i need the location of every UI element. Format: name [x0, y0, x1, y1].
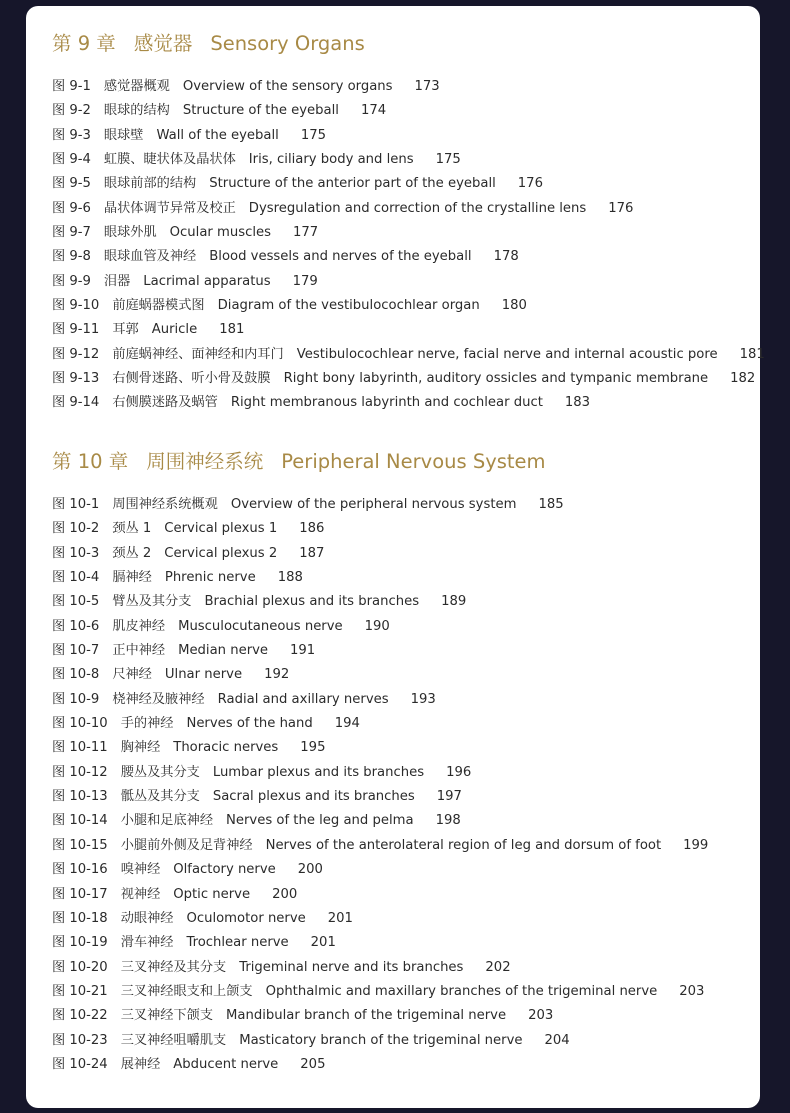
figure-entry[interactable] [52, 858, 708, 882]
figure-title-en: Blood vessels and nerves of the eyeball [209, 249, 472, 265]
figure-entry[interactable] [52, 834, 708, 858]
figure-title-zh: 嗅神经 [120, 862, 161, 878]
figure-title-zh: 尺神经 [112, 667, 152, 683]
figure-entry[interactable] [52, 270, 765, 294]
figure-entry[interactable] [52, 245, 765, 269]
figure-number: 图 10-15 [52, 837, 108, 853]
page-number: 203 [679, 983, 705, 999]
page-number: 183 [564, 395, 591, 411]
page-number: 197 [436, 789, 462, 805]
page-number: 181 [739, 346, 765, 362]
figure-title-zh: 正中神经 [112, 643, 166, 659]
figure-number: 图 10-10 [52, 716, 108, 732]
figure-number: 图 9-11 [52, 322, 100, 338]
figure-number: 图 9-1 [52, 79, 91, 94]
figure-entry[interactable] [52, 294, 765, 318]
figure-title-en: Oculomotor nerve [186, 910, 306, 926]
figure-number: 图 9-7 [52, 225, 91, 241]
figure-entry[interactable] [52, 197, 765, 221]
figure-number: 图 10-1 [52, 497, 100, 512]
figure-title-zh: 感觉器概观 [103, 79, 170, 94]
page-number: 174 [360, 103, 387, 119]
figure-entry[interactable] [52, 712, 708, 736]
figure-title-zh: 耳郭 [112, 322, 139, 338]
figure-title-en: Nerves of the leg and pelma [226, 813, 414, 829]
figure-entry[interactable] [52, 761, 708, 785]
figure-title-zh: 虹膜、睫状体及晶状体 [103, 152, 236, 168]
figure-entry[interactable] [52, 542, 708, 566]
figure-number: 图 9-13 [52, 371, 100, 387]
page-number: 201 [310, 935, 336, 951]
figure-title-zh: 小腿前外侧及足背神经 [120, 837, 253, 853]
page-number: 192 [264, 667, 290, 683]
figure-title-en: Ulnar nerve [164, 667, 243, 683]
figure-title-en: Ophthalmic and maxillary branches of the trigeminal nerve [265, 983, 658, 999]
figure-title-en: Structure of the eyeball [182, 103, 339, 119]
figure-title-en: Radial and axillary nerves [217, 691, 389, 707]
figure-entry[interactable] [52, 639, 708, 663]
figure-entry[interactable] [52, 172, 765, 196]
figure-title-zh: 周围神经系统概观 [112, 497, 218, 512]
page-number: 181 [219, 322, 245, 338]
figure-entry[interactable] [52, 615, 708, 639]
figure-title-zh: 胸神经 [120, 740, 161, 756]
figure-number: 图 9-5 [52, 176, 91, 192]
figure-title-en: Right membranous labyrinth and cochlear duct [230, 395, 543, 411]
page-number: 175 [300, 127, 327, 143]
chapter-heading [52, 28, 365, 56]
figure-title-zh: 前庭蜗神经、面神经和内耳门 [112, 346, 284, 362]
contents-card [26, 6, 765, 1108]
chapter-title-zh: 周围神经系统 [146, 450, 264, 473]
figure-title-zh: 颈丛 1 [112, 521, 152, 537]
figure-number: 图 9-6 [52, 200, 91, 216]
figure-number: 图 10-3 [52, 545, 100, 561]
page-number: 201 [327, 910, 353, 926]
figure-title-en: Trigeminal nerve and its branches [239, 959, 464, 975]
figure-title-en: Thoracic nerves [173, 740, 279, 756]
page-number: 204 [544, 1032, 570, 1048]
figure-number: 图 9-9 [52, 273, 91, 289]
figure-title-en: Diagram of the vestibulocochlear organ [217, 298, 480, 314]
figure-entry[interactable] [52, 931, 708, 955]
figure-entry[interactable] [52, 736, 708, 760]
figure-entry[interactable] [52, 343, 765, 367]
figure-title-en: Brachial plexus and its branches [204, 594, 420, 610]
figure-title-en: Nerves of the anterolateral region of leg and dorsum of foot [265, 837, 662, 853]
chapter-label: 第 10 章 [52, 450, 129, 473]
figure-title-zh: 眼球前部的结构 [103, 176, 197, 192]
figure-entry[interactable] [52, 1004, 708, 1028]
figure-title-en: Musculocutaneous nerve [178, 618, 343, 634]
page-number: 176 [608, 200, 634, 216]
figure-title-en: Optic nerve [173, 886, 251, 902]
figure-title-en: Cervical plexus 1 [164, 521, 278, 537]
figure-number: 图 10-11 [52, 740, 108, 756]
figure-title-en: Median nerve [178, 643, 269, 659]
page-number: 200 [272, 886, 298, 902]
figure-title-en: Olfactory nerve [173, 862, 276, 878]
figure-number: 图 10-19 [52, 935, 108, 951]
figure-title-en: Iris, ciliary body and lens [248, 152, 414, 168]
figure-title-zh: 眼球的结构 [103, 103, 170, 119]
figure-entry[interactable] [52, 99, 765, 123]
figure-number: 图 10-6 [52, 618, 100, 634]
page-number: 185 [538, 497, 564, 512]
figure-title-zh: 右侧膜迷路及蜗管 [112, 395, 218, 411]
chapter-9-figure-list [52, 75, 765, 416]
page-number: 196 [446, 764, 472, 780]
figure-title-en: Trochlear nerve [186, 935, 289, 951]
page-number: 186 [299, 521, 325, 537]
figure-title-zh: 腰丛及其分支 [120, 764, 200, 780]
figure-entry[interactable] [52, 566, 708, 590]
figure-entry[interactable] [52, 318, 765, 342]
page-number: 180 [501, 298, 527, 314]
page-number: 202 [485, 959, 511, 975]
page-number: 198 [435, 813, 461, 829]
figure-number: 图 9-2 [52, 103, 91, 119]
figure-entry[interactable] [52, 590, 708, 614]
figure-title-en: Wall of the eyeball [156, 127, 279, 143]
figure-entry[interactable] [52, 75, 765, 99]
figure-number: 图 10-17 [52, 886, 108, 902]
figure-title-zh: 展神经 [120, 1056, 161, 1072]
figure-number: 图 10-9 [52, 691, 100, 707]
figure-number: 图 10-18 [52, 910, 108, 926]
figure-entry[interactable] [52, 907, 708, 931]
chapter-heading [52, 446, 546, 474]
figure-number: 图 10-23 [52, 1032, 108, 1048]
chapter-label: 第 9 章 [52, 32, 116, 55]
figure-number: 图 10-7 [52, 643, 100, 659]
figure-title-en: Masticatory branch of the trigeminal nerve [239, 1032, 523, 1048]
page-number: 178 [493, 249, 519, 265]
figure-title-en: Auricle [151, 322, 198, 338]
page-number: 175 [435, 152, 461, 168]
page-number: 179 [292, 273, 318, 289]
figure-number: 图 10-12 [52, 764, 108, 780]
figure-title-zh: 颈丛 2 [112, 545, 152, 561]
figure-title-zh: 眼球壁 [103, 127, 144, 143]
page-number: 189 [441, 594, 467, 610]
chapter-title-en: Sensory Organs [210, 32, 365, 55]
figure-title-zh: 滑车神经 [120, 935, 174, 951]
figure-entry[interactable] [52, 493, 708, 517]
figure-title-en: Structure of the anterior part of the eyeball [209, 176, 496, 192]
page-number: 190 [364, 618, 390, 634]
figure-number: 图 9-4 [52, 152, 91, 168]
figure-entry[interactable] [52, 1029, 708, 1053]
figure-title-zh: 前庭蜗器模式图 [112, 298, 205, 314]
page-number: 176 [517, 176, 543, 192]
figure-title-en: Vestibulocochlear nerve, facial nerve and internal acoustic pore [296, 346, 718, 362]
figure-number: 图 9-14 [52, 395, 100, 411]
page-number: 193 [410, 691, 436, 707]
figure-title-zh: 臂丛及其分支 [112, 594, 192, 610]
figure-entry[interactable] [52, 663, 708, 687]
figure-entry[interactable] [52, 688, 708, 712]
figure-number: 图 9-10 [52, 298, 100, 314]
figure-number: 图 10-5 [52, 594, 100, 610]
figure-title-zh: 眼球血管及神经 [103, 249, 197, 265]
page-number: 188 [277, 570, 303, 586]
figure-title-zh: 桡神经及腋神经 [112, 691, 205, 707]
figure-title-zh: 膈神经 [112, 570, 152, 586]
figure-number: 图 10-21 [52, 983, 108, 999]
page-number: 182 [730, 371, 756, 387]
figure-title-en: Mandibular branch of the trigeminal nerve [226, 1008, 507, 1024]
figure-entry[interactable] [52, 956, 708, 980]
page-number: 199 [683, 837, 709, 853]
figure-title-en: Ocular muscles [169, 225, 271, 241]
figure-entry[interactable] [52, 148, 765, 172]
figure-title-en: Abducent nerve [173, 1056, 279, 1072]
figure-title-zh: 三叉神经下颌支 [120, 1008, 214, 1024]
figure-title-en: Phrenic nerve [164, 570, 256, 586]
figure-title-zh: 晶状体调节异常及校正 [103, 200, 236, 216]
figure-number: 图 10-16 [52, 862, 108, 878]
figure-number: 图 10-22 [52, 1008, 108, 1024]
figure-number: 图 10-14 [52, 813, 108, 829]
figure-number: 图 9-8 [52, 249, 91, 265]
figure-number: 图 10-8 [52, 667, 100, 683]
figure-title-zh: 眼球外肌 [103, 225, 157, 241]
figure-title-en: Lacrimal apparatus [143, 273, 271, 289]
figure-number: 图 10-24 [52, 1056, 108, 1072]
figure-title-zh: 小腿和足底神经 [120, 813, 214, 829]
page-number: 205 [300, 1056, 326, 1072]
chapter-10-figure-list [52, 493, 708, 1077]
figure-entry[interactable] [52, 1053, 708, 1077]
figure-title-en: Right bony labyrinth, auditory ossicles and tympanic membrane [283, 371, 709, 387]
page-number: 177 [293, 225, 319, 241]
figure-entry[interactable] [52, 367, 765, 391]
figure-entry[interactable] [52, 883, 708, 907]
page-number: 200 [297, 862, 323, 878]
figure-entry[interactable] [52, 221, 765, 245]
figure-title-zh: 三叉神经咀嚼肌支 [120, 1032, 227, 1048]
page-number: 194 [334, 716, 360, 732]
page-number: 191 [290, 643, 316, 659]
figure-number: 图 9-12 [52, 346, 100, 362]
figure-title-en: Overview of the sensory organs [182, 79, 393, 94]
figure-title-zh: 视神经 [120, 886, 161, 902]
figure-entry[interactable] [52, 785, 708, 809]
figure-number: 图 10-4 [52, 570, 100, 586]
figure-title-zh: 泪器 [103, 273, 131, 289]
figure-entry[interactable] [52, 124, 765, 148]
figure-number: 图 10-13 [52, 789, 108, 805]
figure-title-zh: 三叉神经眼支和上颌支 [120, 983, 253, 999]
figure-title-en: Nerves of the hand [186, 716, 313, 732]
figure-entry[interactable] [52, 809, 708, 833]
page-number: 203 [528, 1008, 554, 1024]
figure-entry[interactable] [52, 391, 765, 415]
figure-title-zh: 三叉神经及其分支 [120, 959, 227, 975]
figure-title-en: Dysregulation and correction of the crystalline lens [248, 200, 587, 216]
page-number: 173 [414, 79, 440, 94]
figure-title-zh: 肌皮神经 [112, 618, 166, 634]
figure-entry[interactable] [52, 980, 708, 1004]
page-number: 195 [300, 740, 326, 756]
figure-title-en: Overview of the peripheral nervous system [230, 497, 517, 512]
figure-title-zh: 右侧骨迷路、听小骨及鼓膜 [112, 371, 271, 387]
figure-number: 图 9-3 [52, 127, 91, 143]
figure-number: 图 10-2 [52, 521, 100, 537]
figure-title-zh: 骶丛及其分支 [120, 789, 200, 805]
figure-title-en: Lumbar plexus and its branches [212, 764, 425, 780]
figure-title-en: Cervical plexus 2 [164, 545, 278, 561]
figure-number: 图 10-20 [52, 959, 108, 975]
chapter-title-zh: 感觉器 [133, 32, 193, 55]
figure-title-zh: 手的神经 [120, 716, 174, 732]
chapter-title-en: Peripheral Nervous System [281, 450, 546, 473]
figure-entry[interactable] [52, 517, 708, 541]
figure-title-zh: 动眼神经 [120, 910, 174, 926]
page-number: 187 [299, 545, 325, 561]
figure-title-en: Sacral plexus and its branches [212, 789, 415, 805]
